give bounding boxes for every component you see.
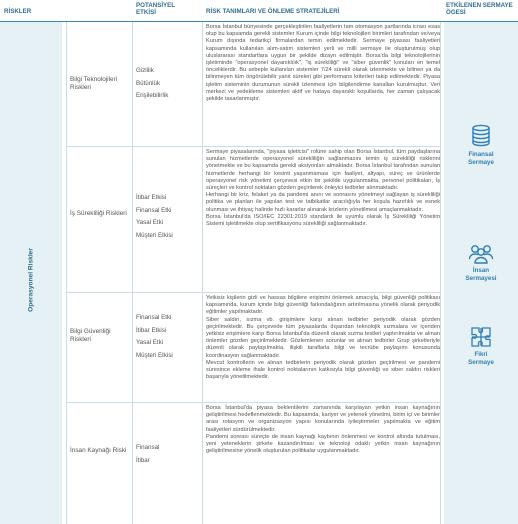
header-affected-capital: ETKİLENEN SERMAYE ÖGESİ <box>446 2 513 16</box>
row-divider <box>66 292 440 293</box>
risk-name: İş Sürekliliği Riskleri <box>70 210 127 217</box>
effect-item: Yasal Etki <box>136 339 164 346</box>
description-paragraph: Borsa İstanbul bünyesinde gerçekleştirilen faaliyetlerin tam otomasyon şartlarında icrası esas olup bu kapsamda gerekli sistemler Kurum içinde bilgi teknolojileri birimleri tarafından ve/veya Kurum dışında tedarikçi firmalardan temin edilmektedir. Sermaye piyasası faaliyetleri kapsamında kullanılan alım-satım sistemleri yerli ve milli sermaye ile oluşturulmuş olup uluslararası standartlara uygun bir şekilde dizayn edilmiştir. Borsa'da bilgi teknolojilerinin işletiminde "operasyonel dayanıklılık", "iş sürekliliği" ve "siber güvenlik" konuları en temel önceliklerdir. Bu sebeple kullanılan sistemler 7/24 sürekli olarak izlenmekte ve bilinen ya da bilinmeyen tüm öngörülebilir yanıt süreleri gibi performans kriterleri takip edilmektedir. Piyasa işletim sisteminin durumunun sürekli izlenmesi için bilgilendirme kanalları kurulmuştur. Veri merkezi ve yedekleme sistemleri aktif ve hataya dayanıklı koşullarda, her zaman çalışacak şekilde tasarlanmıştır. <box>206 24 440 103</box>
grid-line <box>66 22 67 524</box>
effect-item: İtibar Etkisi <box>136 326 167 334</box>
effect-item: Müşteri Etkisi <box>136 351 173 359</box>
row-divider <box>66 146 440 147</box>
risk-name: İnsan Kaynağı Riski <box>70 447 127 454</box>
description-paragraph: Siber saldırı, sızma vb. girişimlere karşı alınan tedbirler periyodik olarak gözden geçirilmektedir. Bu çerçevede tüm piyasalarda dışarıdan teknolojik sızmalara ve içeriden yetkisiz erişimlere karşı Borsa İstanbul'da düzenli olarak sızma testleri yaptırılmakta ve alınan önlemler gözden geçirilmektedir. Gözlemlenen sorunlar ve alınan tedbirler Grup şirketleriyle düzenli olarak paylaşılmakta, ilişkili taraflarla bilgi ve tecrübe paylaşımı konusunda koordinasyon sağlanmaktadır. <box>206 316 440 359</box>
grid-line <box>440 22 441 524</box>
capital-intellectual <box>444 326 518 367</box>
effect-list <box>136 192 196 242</box>
effect-item: İtibar <box>136 456 150 464</box>
people-icon <box>468 244 494 264</box>
description-paragraph: Sermaye piyasalarında, "piyasa işleticisi" rolüne sahip olan Borsa İstanbul, tüm paydaşlarına sunulan hizmetlerde operasyonel sürekliliğin sağlanmasını temin iş sürekliliği risklerini yönetmekte ve bu kapsamda gerekli aksiyonları almaktadır. Borsa İstanbul tarafından sunulan hizmetlerde herhangi bir kesinti yaşanmaması için faaliyet, altyapı, süreç ve ürünlerde operasyonel risk yönetimi çerçevesi etkin bir şekilde uygulanmakta, personel politikaları, İş süreçleri ve kontrol noktaları gözden geçirilerek önleyici tedbirler alınmaktadır. <box>206 149 440 192</box>
category-label: Operasyonel Riskler <box>27 248 35 312</box>
capital-financial <box>444 124 518 167</box>
description-paragraph: Herhangi bir kriz, felaket ya da pandemi anını ve sonrasını yönetmeyi sağlayan iş sürekliliği politika ve planları ile yapılan test ve tatbikatlar aracılığıyla her koşula hazırlıklı ve esnek olunması ve ihtiyaç halinde hızlı kararlar alınarak krizlerin yönetilmesi amaçlanmaktadır. <box>206 192 440 213</box>
header-potential-effect: POTANSİYEL ETKİSİ <box>136 2 175 16</box>
effect-item: Bütünlük <box>136 79 161 87</box>
grid-line <box>202 22 203 524</box>
risk-description <box>206 295 440 381</box>
effect-item: Finansal Etki <box>136 314 172 321</box>
description-paragraph: Pandemi sonrası süreçte de insan kaynağı kaybının önlenmesi ve kontrol altında tutulması, yeni yeteneklerin şirkete kazandırılması ve teknoloji odaklı yetkin insan kaynağının geliştirilmesine yönelik oluşturulan politikalar uygulanmaktadır. <box>206 433 440 455</box>
risk-description <box>206 24 440 103</box>
capital-label: İnsan Sermayesi <box>465 267 497 282</box>
effect-item: Finansal <box>136 444 160 451</box>
header-risk-definitions: RİSK TANIMLARI VE ÖNLEME STRATEJİLERİ <box>206 8 340 15</box>
stacked-coins-icon <box>470 124 492 148</box>
capital-label: Finansal Sermaye <box>468 151 494 166</box>
effect-item: Finansal Etki <box>136 206 172 214</box>
effect-list <box>136 65 196 103</box>
capital-human <box>444 244 518 283</box>
description-paragraph: Borsa İstanbul'da piyasa beklentilerini zamanında karşılayan yetkin insan kaynağının geliştirilmesi hedeflenmektedir. Bu kapsamda, kariyer ve yetenek yönetimi, birim içi ve birimler arası rotasyon ve organizasyon yapısı konularında iyileştirmeler yapılmakta ve eğitim faaliyetleri sürdürülmektedir. <box>206 405 440 433</box>
effect-item: İtibar Etkisi <box>136 194 167 201</box>
risk-description <box>206 405 440 455</box>
effect-item: Erişilebilirlik <box>136 92 169 99</box>
effect-item: Gizlilik <box>136 67 154 74</box>
puzzle-pieces-icon <box>470 326 492 348</box>
row-divider <box>66 402 440 403</box>
risk-name: Bilgi Teknolojileri Riskleri <box>70 76 118 92</box>
risk-name: Bilgi Güvenliği Riskleri <box>70 328 111 344</box>
table-header <box>0 0 518 20</box>
grid-line <box>132 22 133 524</box>
effect-item: Müşteri Etkisi <box>136 231 173 239</box>
effect-list <box>136 442 196 467</box>
description-paragraph: Mevcut kontrollerin ve alınan tedbirlerin periyodik olarak gözden geçirilmesi ve pandemi süresince ekleme ihale kontrol noktalarının katkısıyla bilgi güvenliği ve siber saldırı riskleri başarıyla yönetilmektedir. <box>206 359 440 381</box>
effect-list <box>136 312 196 362</box>
capital-label: Fikri Sermaye <box>468 351 494 366</box>
effect-item: Yasal Etki <box>136 219 164 226</box>
description-paragraph: Borsa İstanbul'da ISO/IEC 22301:2019 standardı ile uyumlu olarak İş Sürekliliği Yönetim Sistemi işletilmekte olup sertifikasyonu sürekliliği sağlanmaktadır. <box>206 213 440 228</box>
risk-description <box>206 149 440 228</box>
category-panel <box>0 22 62 524</box>
description-paragraph: Yetkisiz kişilerin gizli ve hassas bilgilere erişimini önlemek amacıyla, bilgi güvenliği politikası kapsamında, kurum içinde bilgi güvenliği farkındalığının artırılmasına yönelik olarak periyodik eğitimler yapılmaktadır. <box>206 295 440 316</box>
header-risks: RİSKLER <box>4 8 32 15</box>
